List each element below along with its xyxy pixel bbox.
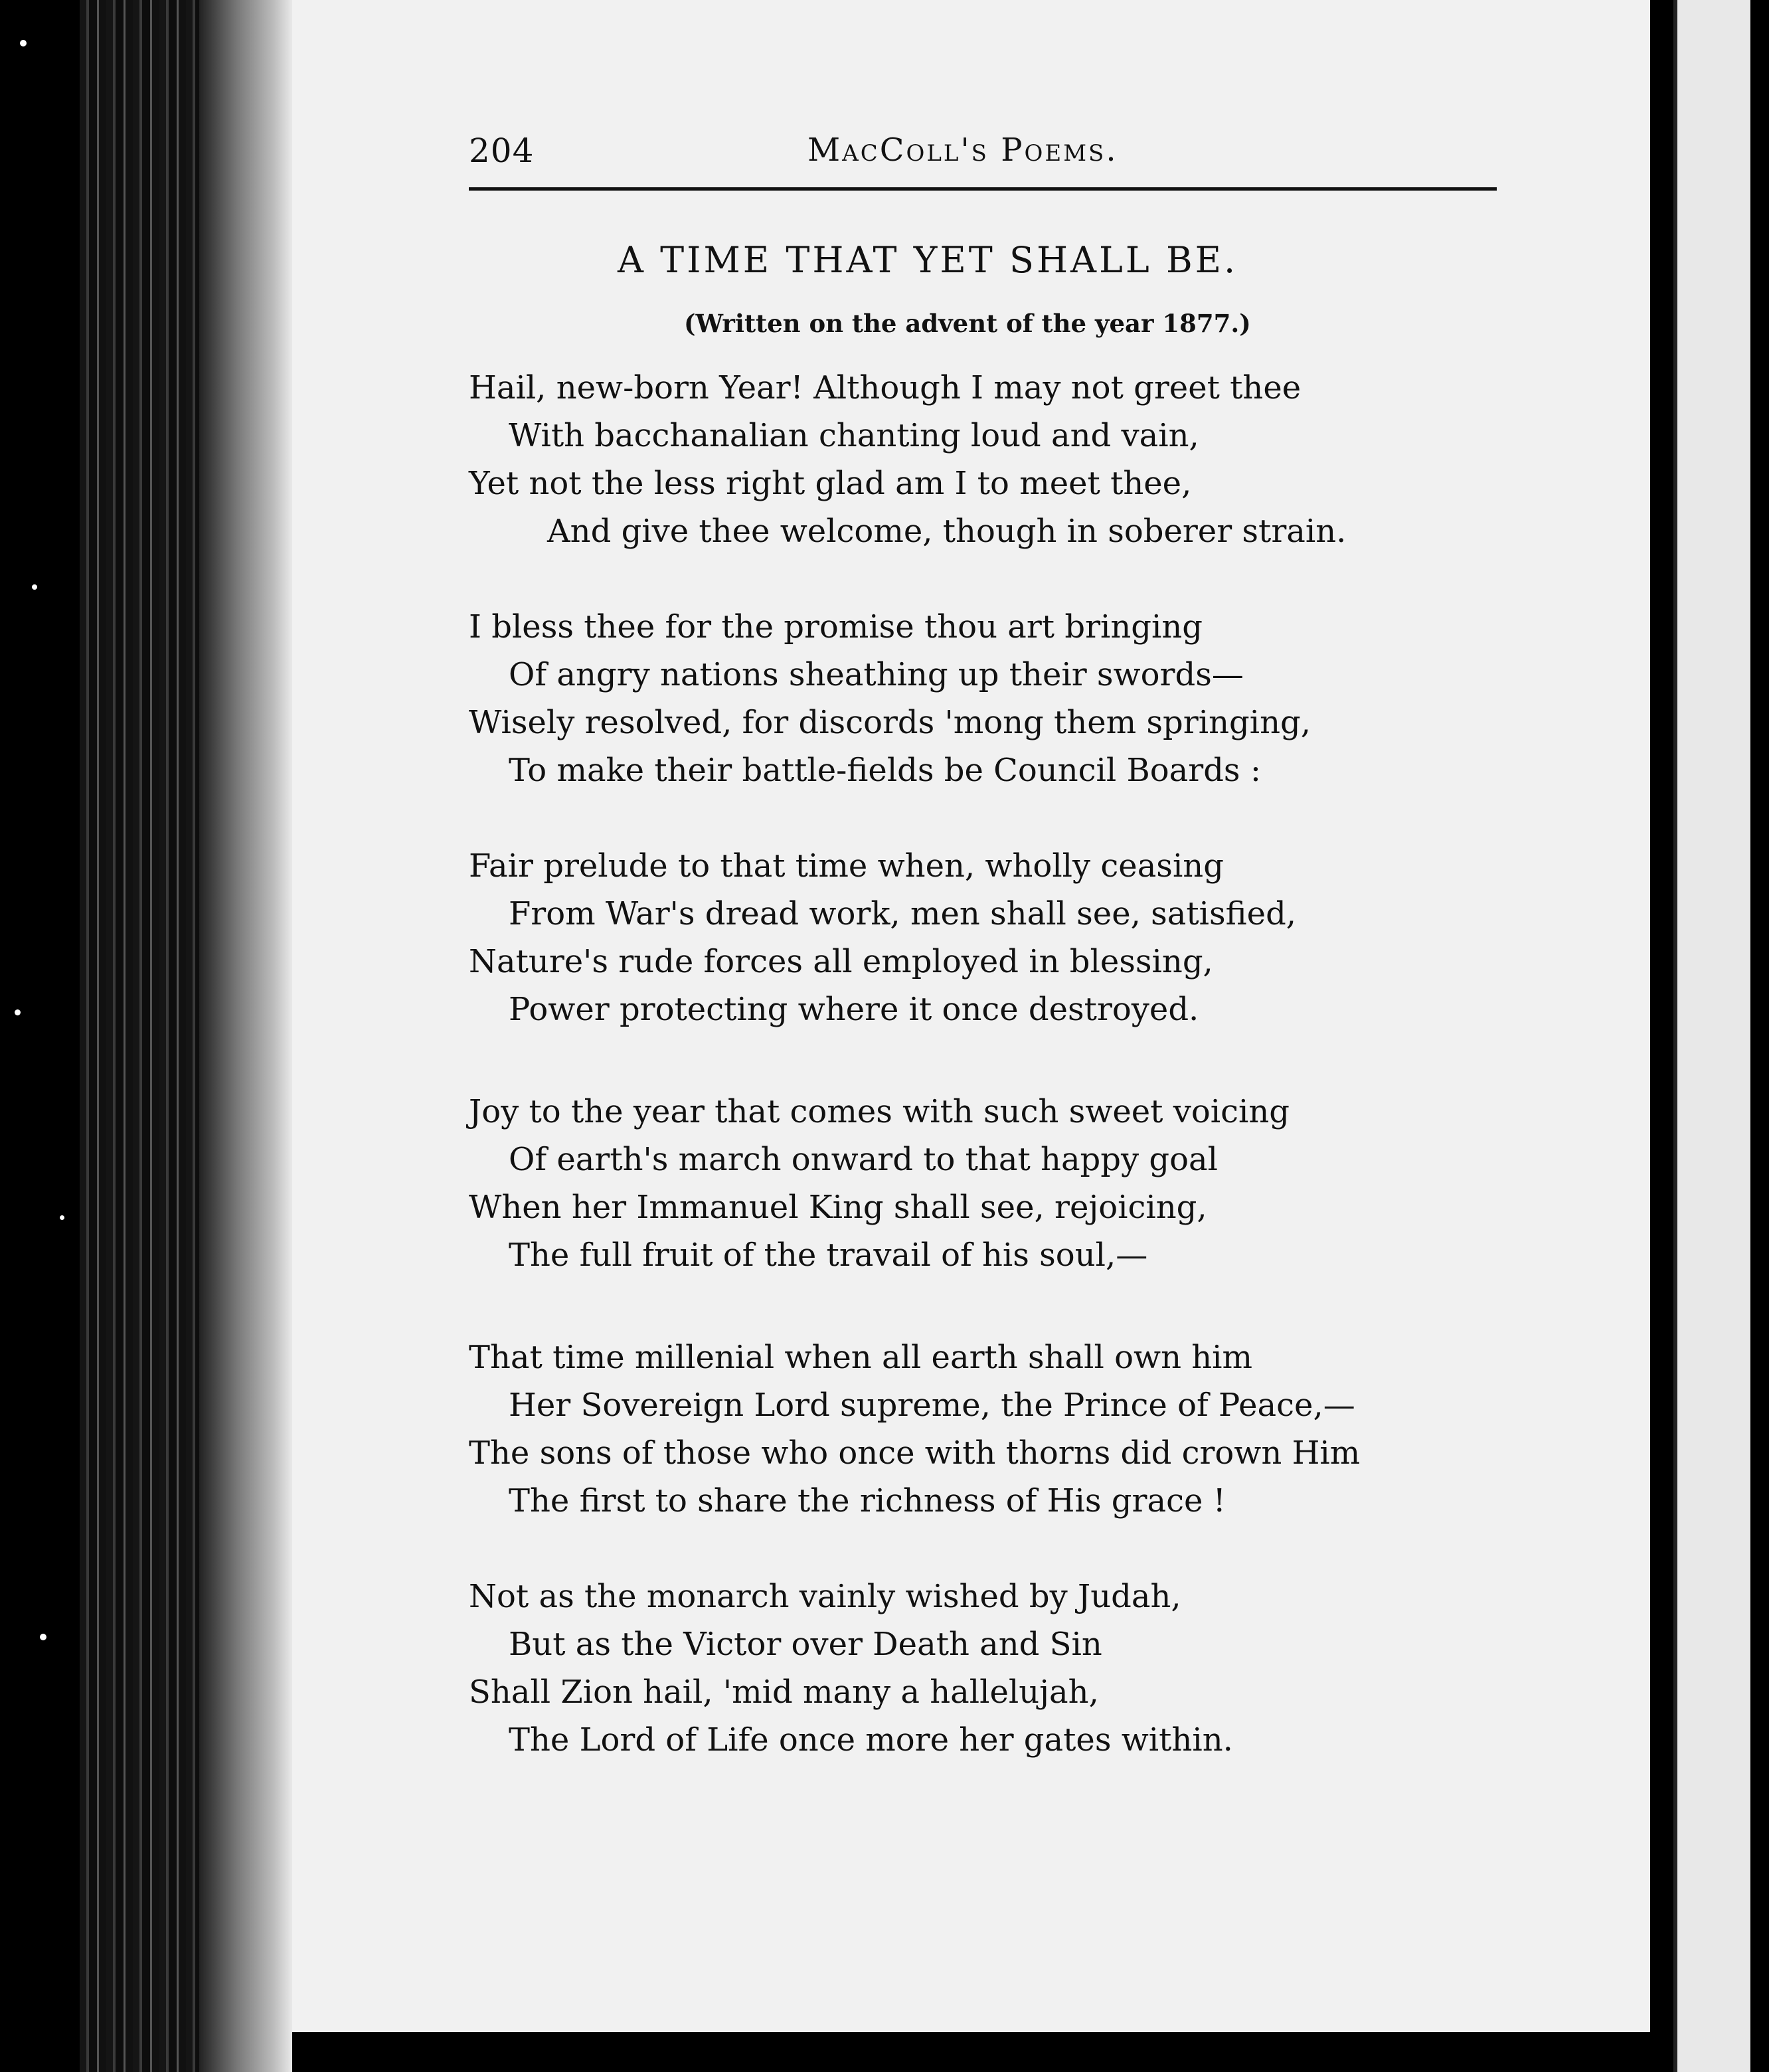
poem-line: From War's dread work, men shall see, satisfied, — [509, 895, 1297, 932]
poem-line: That time millenial when all earth shall own him — [469, 1339, 1253, 1376]
poem-line: Hail, new-born Year! Although I may not greet thee — [469, 369, 1302, 406]
poem-line: Power protecting where it once destroyed. — [509, 991, 1199, 1028]
poem-title: A TIME THAT YET SHALL BE. — [618, 239, 1238, 281]
page-bottom-edge — [292, 2032, 1650, 2072]
facing-page-edge — [1673, 0, 1750, 2072]
dust-speck — [15, 1009, 21, 1015]
poem-line: Shall Zion hail, 'mid many a hallelujah, — [469, 1674, 1099, 1711]
page-gutter — [199, 0, 292, 2072]
poem-subtitle: (Written on the advent of the year 1877.) — [684, 309, 1251, 338]
header-rule — [469, 187, 1497, 191]
running-head — [469, 131, 1497, 185]
poem-line: Yet not the less right glad am I to meet thee, — [469, 465, 1192, 502]
poem-line: The Lord of Life once more her gates within. — [509, 1721, 1233, 1759]
poem-line: Wisely resolved, for discords 'mong them springing, — [469, 704, 1311, 741]
poem-line: I bless thee for the promise thou art bringing — [469, 608, 1203, 646]
poem-line: To make their battle-fields be Council Boards : — [509, 752, 1261, 789]
poem-line: Fair prelude to that time when, wholly ceasing — [469, 847, 1224, 885]
poem-line: Her Sovereign Lord supreme, the Prince of Peace,— — [509, 1387, 1355, 1424]
poem-line: But as the Victor over Death and Sin — [509, 1626, 1102, 1663]
poem-line: And give thee welcome, though in soberer strain. — [547, 513, 1347, 550]
poem-line: The full fruit of the travail of his soul,— — [509, 1237, 1148, 1274]
poem-line: The sons of those who once with thorns did crown Him — [469, 1434, 1361, 1472]
poem-line: Not as the monarch vainly wished by Judah, — [469, 1578, 1181, 1615]
poem-line: Of angry nations sheathing up their swords— — [509, 656, 1244, 693]
poem-line: Nature's rude forces all employed in blessing, — [469, 943, 1213, 980]
dust-speck — [60, 1215, 64, 1220]
poem-line: Of earth's march onward to that happy goal — [509, 1141, 1218, 1178]
poem-line: Joy to the year that comes with such sweet voicing — [469, 1093, 1290, 1130]
running-title: MacColl's Poems. — [807, 131, 1118, 169]
poem-line: The first to share the richness of His grace ! — [509, 1482, 1226, 1519]
poem-line: When her Immanuel King shall see, rejoicing, — [469, 1189, 1207, 1226]
dust-speck — [40, 1634, 46, 1640]
page-number: 204 — [469, 131, 535, 170]
poem-line: With bacchanalian chanting loud and vain, — [509, 417, 1199, 454]
dust-speck — [20, 40, 27, 46]
dust-speck — [32, 584, 37, 590]
